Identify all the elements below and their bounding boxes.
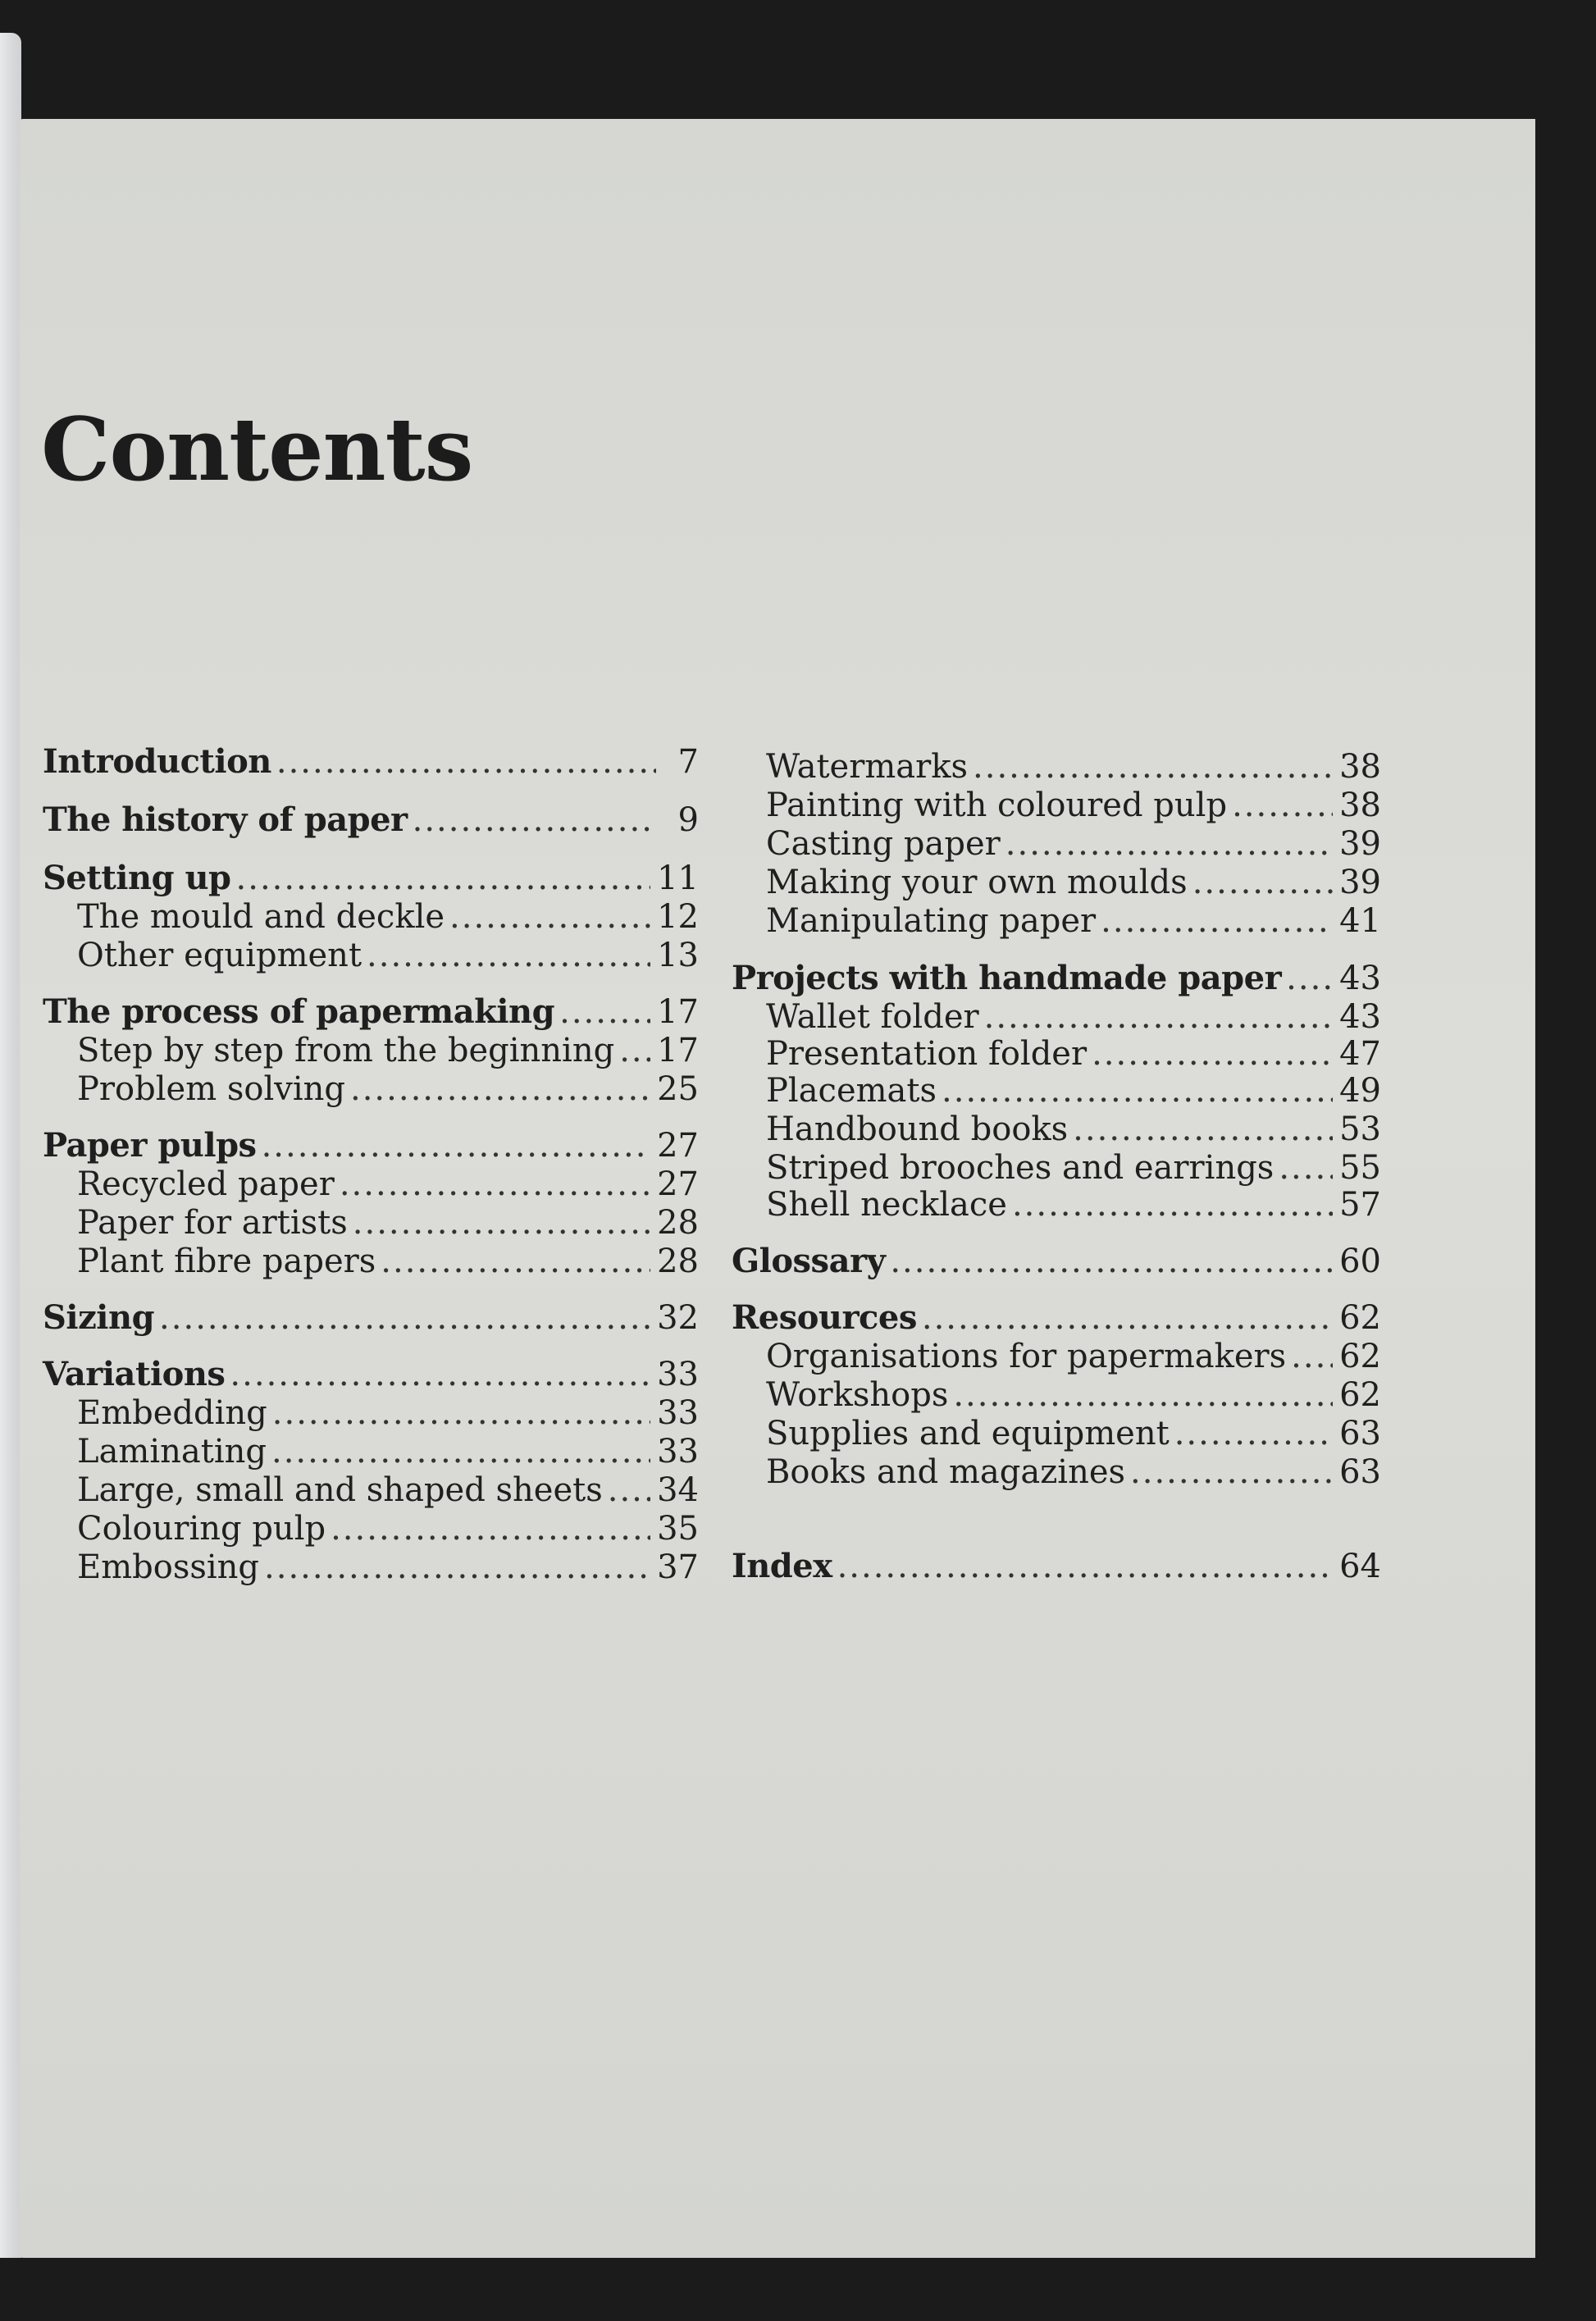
toc-entry [43,1509,699,1548]
dot-leader [413,800,656,840]
toc-page-number: 60 [1339,1243,1381,1280]
dot-leader [1005,824,1333,864]
toc-entry-label: Workshops [766,1376,949,1414]
toc-entry [732,997,1381,1037]
toc-entry [43,1126,699,1165]
dot-leader [1286,959,1333,998]
toc-entry [732,1148,1381,1188]
toc-entry-label: Setting up [43,859,231,897]
toc-page-number: 17 [657,993,699,1031]
toc-page-number: 33 [657,1394,699,1432]
toc-entry-label: Plant fibre papers [77,1243,376,1280]
dot-leader [1174,1414,1333,1453]
toc-entry-label: Glossary [732,1242,886,1280]
toc-entry-label: The mould and deckle [77,898,445,936]
toc-entry-label: Colouring pulp [77,1510,326,1548]
toc-entry-label: Sizing [43,1298,155,1337]
toc-entry-label: Other equipment [77,937,363,974]
dot-leader [262,1126,651,1165]
toc-entry [732,1185,1381,1224]
toc-page-number: 25 [657,1070,699,1108]
toc-page-number: 33 [657,1356,699,1393]
toc-page-number: 64 [1339,1548,1381,1585]
toc-entry-label: Handbound books [766,1110,1069,1148]
dot-leader [890,1242,1333,1281]
toc-page-number: 39 [1339,864,1381,901]
dot-leader [264,1548,650,1587]
toc-entry-label: Index [732,1547,832,1585]
dot-leader [1092,1034,1333,1074]
toc-page-number: 63 [1339,1453,1381,1491]
toc-entry-label: Striped brooches and earrings [766,1149,1275,1187]
toc-entry [732,959,1381,998]
page-title: Contents [41,398,473,500]
toc-entry-label: Wallet folder [766,998,979,1036]
toc-entry [732,1452,1381,1492]
toc-entry [732,1110,1381,1149]
dot-leader [1232,786,1333,825]
toc-entry [732,901,1381,941]
toc-entry [732,824,1381,864]
toc-entry [732,1414,1381,1453]
toc-page-number: 62 [1339,1376,1381,1414]
toc-entry [43,742,699,782]
toc-entry-label: Making your own moulds [766,864,1188,901]
dot-leader [236,859,651,898]
toc-page-number: 13 [657,937,699,974]
toc-entry [43,1355,699,1394]
toc-entry-label: The process of papermaking [43,992,555,1031]
toc-page-number: 33 [657,1433,699,1471]
dot-leader [619,1031,650,1070]
toc-entry-label: Paper for artists [77,1204,348,1242]
toc-entry-label: Shell necklace [766,1186,1007,1224]
toc-entry [43,1165,699,1204]
toc-entry-label: Watermarks [766,748,969,786]
toc-entry [43,992,699,1032]
dot-leader [1073,1110,1333,1149]
toc-page-number: 43 [1339,960,1381,997]
dot-leader [340,1165,650,1204]
toc-entry-label: Placemats [766,1072,937,1110]
dot-leader [1192,863,1333,902]
toc-entry-label: Paper pulps [43,1126,257,1165]
toc-entry [732,1298,1381,1338]
page-edge [0,33,21,2258]
toc-entry-label: Casting paper [766,825,1001,863]
toc-entry [732,1242,1381,1281]
toc-entry [43,897,699,937]
toc-entry-label: Embossing [77,1548,260,1586]
toc-entry [43,1298,699,1338]
dot-leader [367,936,650,975]
dot-leader [381,1242,650,1281]
toc-entry-label: Resources [732,1298,917,1337]
dot-leader [1012,1185,1333,1224]
toc-page-number: 9 [677,801,699,839]
toc-page-number: 63 [1339,1415,1381,1452]
dot-leader [1279,1148,1333,1188]
dot-leader [1130,1452,1333,1492]
toc-entry [43,859,699,898]
toc-page-number: 39 [1339,825,1381,863]
toc-entry-label: Manipulating paper [766,902,1097,940]
toc-entry [732,1071,1381,1110]
toc-entry [43,1069,699,1109]
toc-entry [43,1548,699,1587]
dot-leader [1101,901,1333,941]
toc-page-number: 7 [677,743,699,781]
toc-page-number: 62 [1339,1299,1381,1337]
dot-leader [159,1298,650,1338]
toc-entry [43,1203,699,1243]
toc-entry [43,1242,699,1281]
toc-entry-label: Variations [43,1355,226,1393]
dot-leader [272,1393,650,1433]
toc-page-number: 38 [1339,787,1381,824]
dot-leader [271,1432,650,1471]
toc-entry [43,800,699,840]
toc-entry [43,936,699,975]
toc-entry-label: Books and magazines [766,1453,1126,1491]
toc-page-number: 37 [657,1548,699,1586]
toc-entry [732,786,1381,825]
toc-page-number: 49 [1339,1072,1381,1110]
book-page [20,119,1535,2258]
toc-entry-label: The history of paper [43,800,408,839]
dot-leader [837,1547,1334,1586]
toc-page-number: 11 [657,860,699,897]
toc-page-number: 62 [1339,1338,1381,1375]
dot-leader [1291,1337,1333,1376]
dot-leader [973,747,1333,787]
dot-leader [922,1298,1333,1338]
toc-entry-label: Problem solving [77,1070,345,1108]
toc-page-number: 38 [1339,748,1381,786]
toc-entry [732,747,1381,787]
toc-entry [43,1031,699,1070]
toc-page-number: 32 [657,1299,699,1337]
toc-entry [732,1375,1381,1415]
dot-leader [230,1355,650,1394]
toc-page-number: 55 [1339,1149,1381,1187]
toc-page-number: 47 [1339,1035,1381,1073]
dot-leader [449,897,650,937]
toc-page-number: 41 [1339,902,1381,940]
dot-leader [353,1203,650,1243]
toc-entry-label: Painting with coloured pulp [766,787,1228,824]
dot-leader [953,1375,1333,1415]
toc-page-number: 43 [1339,998,1381,1036]
toc-entry-label: Embedding [77,1394,267,1432]
toc-page-number: 27 [657,1127,699,1165]
toc-entry-label: Large, small and shaped sheets [77,1471,603,1509]
toc-entry-label: Laminating [77,1433,267,1471]
toc-entry-label: Presentation folder [766,1035,1088,1073]
toc-entry-label: Projects with handmade paper [732,959,1282,997]
toc-entry [43,1432,699,1471]
toc-entry-label: Recycled paper [77,1165,335,1203]
dot-leader [984,997,1333,1037]
toc-page-number: 34 [657,1471,699,1509]
toc-entry-label: Introduction [43,742,271,781]
toc-entry [43,1471,699,1510]
toc-entry-label: Supplies and equipment [766,1415,1170,1452]
toc-entry [732,1547,1381,1586]
toc-entry [732,863,1381,902]
toc-entry-label: Step by step from the beginning [77,1032,615,1069]
toc-page-number: 57 [1339,1186,1381,1224]
dot-leader [559,992,650,1032]
toc-page-number: 35 [657,1510,699,1548]
toc-page-number: 28 [657,1243,699,1280]
toc-entry-label: Organisations for papermakers [766,1338,1287,1375]
dot-leader [331,1509,650,1548]
dot-leader [942,1071,1333,1110]
toc-page-number: 53 [1339,1110,1381,1148]
toc-page-number: 12 [657,898,699,936]
dot-leader [276,742,656,782]
dot-leader [608,1471,650,1510]
toc-page-number: 27 [657,1165,699,1203]
toc-entry [43,1393,699,1433]
toc-page-number: 28 [657,1204,699,1242]
toc-page-number: 17 [657,1032,699,1069]
toc-entry [732,1337,1381,1376]
toc-entry [732,1034,1381,1074]
dot-leader [350,1069,650,1109]
